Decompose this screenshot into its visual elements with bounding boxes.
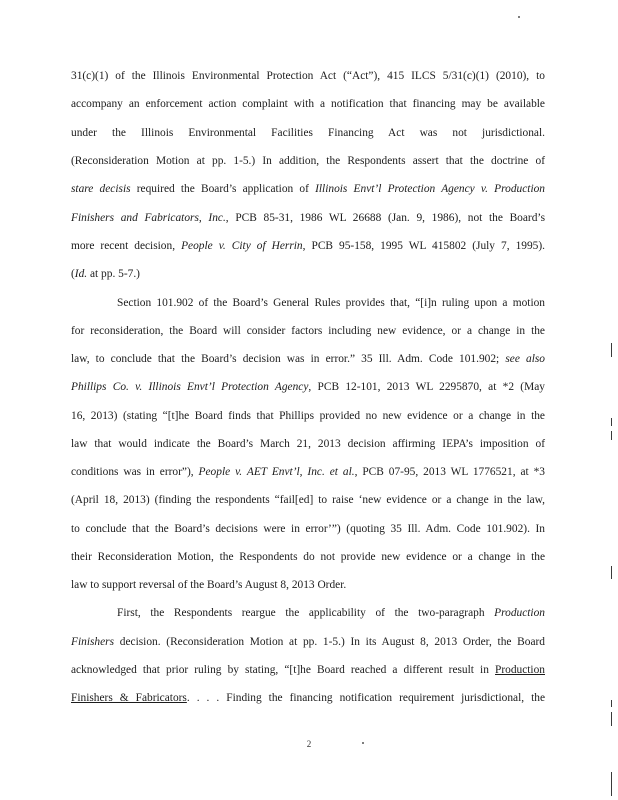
text-segment: their Reconsideration Motion, the Respondents do not provide new evidence or a change in the — [71, 551, 545, 563]
text-segment: acknowledged that prior ruling by stating, “[t]he Board reached a different result in — [71, 664, 495, 676]
text-segment: at pp. 5-7.) — [87, 268, 140, 280]
text-segment: more recent decision, — [71, 240, 182, 252]
text-line — [71, 465, 545, 479]
text-segment: 16, 2013) (stating “[t]he Board finds that Phillips provided no new evidence or a change in the — [71, 410, 545, 422]
text-line — [71, 239, 545, 253]
text-segment: law, to conclude that the Board’s decision was in error.” 35 Ill. Adm. Code 101.902; — [71, 353, 506, 365]
text-segment: required the Board’s application of — [130, 183, 316, 195]
page-number: 2 — [306, 739, 312, 749]
scan-artifact-mark — [611, 418, 612, 426]
text-line — [117, 296, 545, 310]
text-line — [71, 635, 545, 649]
text-line — [71, 267, 140, 281]
text-segment: , PCB 95-158, 1995 WL 415802 (July 7, 1995). — [302, 240, 545, 252]
text-line — [71, 409, 545, 423]
scan-artifact-dot — [518, 16, 520, 18]
scan-artifact-mark — [611, 343, 612, 357]
italic-text: Illinois Envt’l Protection Agency v. Production — [315, 183, 545, 195]
scan-artifact-mark — [611, 772, 612, 796]
scan-artifact-dot — [362, 742, 364, 744]
text-segment: law to support reversal of the Board’s August 8, 2013 Order. — [71, 579, 347, 591]
italic-text: Phillips Co. v. Illinois Envt’l Protection Agency — [71, 381, 309, 393]
text-line — [117, 606, 545, 620]
text-segment: 31(c)(1) of the Illinois Environmental Protection Act (“Act”), 415 ILCS 5/31(c)(1) (2010), to — [71, 70, 545, 82]
text-segment: ( — [71, 268, 75, 280]
italic-text: People v. City of Herrin — [181, 240, 303, 252]
scan-artifact-mark — [611, 566, 612, 579]
text-line — [71, 352, 545, 366]
text-segment: for reconsideration, the Board will consider factors including new evidence, or a change in the — [71, 325, 545, 337]
text-segment: to conclude that the Board’s decisions were in error’”) (quoting 35 Ill. Adm. Code 101.902). In — [71, 523, 545, 535]
text-segment: First, the Respondents reargue the applicability of the two-paragraph — [117, 607, 495, 619]
text-line — [71, 211, 545, 225]
text-line — [71, 182, 545, 196]
text-line — [71, 691, 545, 705]
text-segment: , PCB 85-31, 1986 WL 26688 (Jan. 9, 1986), not the Board’s — [225, 212, 546, 224]
text-line — [71, 437, 545, 451]
text-line — [71, 522, 545, 536]
italic-text: Id. — [74, 268, 88, 280]
text-segment: , PCB 12-101, 2013 WL 2295870, at *2 (May — [308, 381, 545, 393]
scan-artifact-mark — [611, 712, 612, 726]
text-segment: (April 18, 2013) (finding the respondents “fail[ed] to raise ‘new evidence or a change in the law, — [71, 494, 545, 506]
text-segment: , PCB 07-95, 2013 WL 1776521, at *3 — [354, 466, 545, 478]
italic-text: People v. AET Envt’l, Inc. et al. — [198, 466, 355, 478]
text-line — [71, 380, 545, 394]
text-line — [71, 69, 545, 83]
text-segment: decision. (Reconsideration Motion at pp. 1-5.) In its August 8, 2013 Order, the Board — [114, 636, 545, 648]
italic-text: Production — [494, 607, 545, 619]
underlined-text: Production — [495, 664, 545, 676]
text-line — [71, 324, 545, 338]
text-segment: law that would indicate the Board’s March 21, 2013 decision affirming IEPA’s imposition of — [71, 438, 545, 450]
text-segment: conditions was in error”), — [71, 466, 199, 478]
text-line — [71, 126, 545, 140]
text-line — [71, 663, 545, 677]
italic-text: stare decisis — [71, 183, 131, 195]
text-segment: . . . . Finding the financing notification requirement jurisdictional, the — [186, 692, 545, 704]
text-line — [71, 578, 346, 592]
underlined-text: Finishers & Fabricators — [71, 692, 187, 704]
text-line — [71, 97, 545, 111]
italic-text: Finishers and Fabricators, Inc. — [71, 212, 226, 224]
italic-text: Finishers — [71, 636, 115, 648]
text-line — [71, 550, 545, 564]
text-segment: (Reconsideration Motion at pp. 1-5.) In addition, the Respondents assert that the doctrine of — [71, 155, 545, 167]
scan-artifact-mark — [611, 431, 612, 440]
text-segment: under the Illinois Environmental Facilities Financing Act was not jurisdictional. — [71, 127, 545, 139]
text-line — [71, 154, 545, 168]
scan-artifact-mark — [611, 700, 612, 707]
italic-text: see also — [505, 353, 545, 365]
text-segment: accompany an enforcement action complaint with a notification that financing may be available — [71, 98, 545, 110]
text-segment: Section 101.902 of the Board’s General Rules provides that, “[i]n ruling upon a motion — [117, 297, 545, 309]
text-line — [71, 493, 545, 507]
